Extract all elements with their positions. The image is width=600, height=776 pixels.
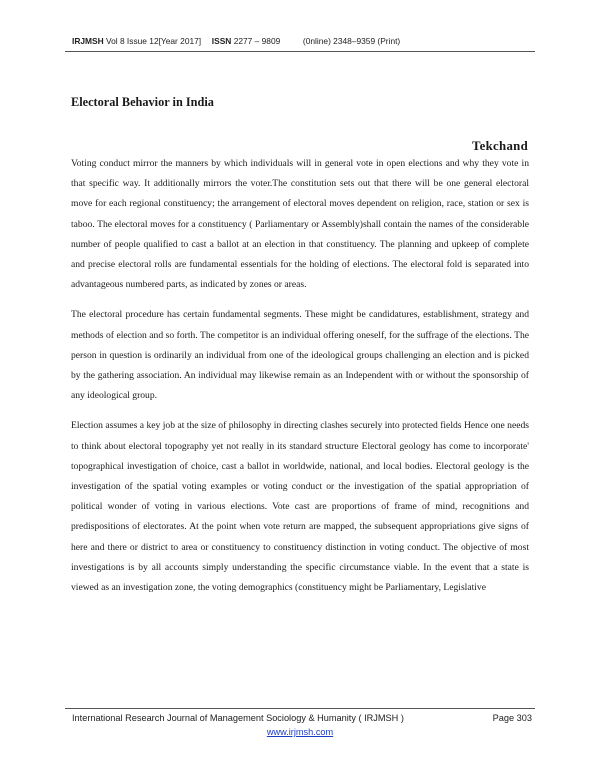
article-body bbox=[71, 154, 529, 598]
paragraph: Voting conduct mirror the manners by which individuals will in general vote in open elections and why they vote in that specific way. It additionally mirrors the voter.The constitution sets out that there will be one general electoral move for each regional constituency; the arrangement of electoral moves dependent on religion, race, station or sex is taboo. The electoral moves for a constituency ( Parliamentary or Assembly)shall contain the names of the considerable number of people qualified to cast a ballot at an election in that constituency. The planning and upkeep of complete and precise electoral rolls are fundamental essentials for the holding of elections. The electoral fold is separated into advantageous numbered parts, as indicated by zones or areas. bbox=[71, 158, 529, 291]
header-rule bbox=[65, 51, 535, 52]
issn-number: 2277 – 9809 bbox=[233, 36, 281, 46]
footer-rule bbox=[65, 708, 535, 709]
journal-abbrev: IRJMSH bbox=[72, 36, 104, 46]
page-number: Page 303 bbox=[492, 713, 532, 723]
running-footer bbox=[72, 713, 532, 723]
article-title: Electoral Behavior in India bbox=[71, 95, 214, 109]
paragraph: Election assumes a key job at the size of philosophy in directing clashes securely into protected fields Hence one needs to think about electoral topography yet not really in its standard structure Electoral geology has come to incorporate' topographical investigation of choice, cast a ballot in worldwide, national, and local bodies. Electoral geology is the investigation of the spatial voting examples or voting conduct or the investigation of the spatial appropriation of political wonder of voting in various elections. Vote cast are proportions of frame of mind, recognitions and predispositions of electorates. At the point when vote return are mapped, the subsequent appropriations give signs of here and there or district to area or constituency to constituency distinction in voting conduct. The objective of most investigations is by all accounts simply understanding the specific circumstance viable. In the event that a state is viewed as an investigation zone, the voting demographics (constituency might be Parliamentary, Legislative bbox=[71, 420, 529, 594]
journal-website-link[interactable]: www.irjmsh.com bbox=[266, 727, 334, 737]
paragraph: The electoral procedure has certain fundamental segments. These might be candidatures, establishment, strategy and methods of election and so forth. The competitor is an individual offering oneself, for the suffrage of the elections. The person in question is ordinarily an individual from one of the ideological groups challenging an election and is picked by the gathering association. An individual may likewise remain as an Independent with or without the sponsorship of any ideological group. bbox=[71, 309, 529, 402]
issn-label: ISSN bbox=[211, 36, 232, 46]
journal-volume: Vol 8 Issue 12[Year 2017] bbox=[105, 36, 202, 46]
footer-journal-name: International Research Journal of Management Sociology & Humanity ( IRJMSH ) bbox=[72, 713, 404, 723]
running-header bbox=[72, 36, 532, 46]
issn-online: (0nline) 2348–9359 (Print) bbox=[302, 36, 401, 46]
footer-url-line bbox=[0, 727, 600, 737]
article-author: Tekchand bbox=[472, 139, 528, 153]
